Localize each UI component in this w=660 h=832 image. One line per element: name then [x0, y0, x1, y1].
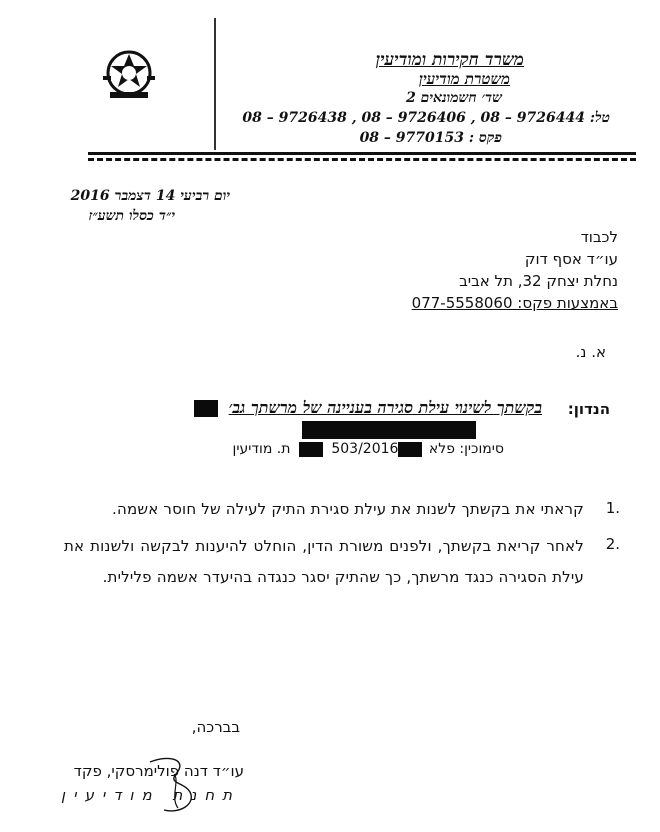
- reference-number: 503/2016: [331, 441, 399, 457]
- reference-prefix: סימוכין: פלא: [428, 441, 504, 457]
- station-address: שד׳ חשמונאים 2: [406, 90, 502, 106]
- reference-station: ת. מודיעין: [232, 441, 291, 457]
- signer-name-title: עו״ד דנה פולימרסקי, פקד: [73, 762, 244, 780]
- subject-line: [194, 398, 543, 418]
- org-name: משרד חקירות ומודיעין: [375, 50, 524, 70]
- redaction-bar: [302, 421, 476, 439]
- recipient-name: עו״ד אסף דוק: [524, 250, 618, 268]
- handwritten-signature: [140, 752, 210, 822]
- redaction-bar: [194, 400, 218, 417]
- subject-text: בקשתך לשינוי עילת סגירה בעניינה של מרשתך גב׳: [228, 398, 542, 417]
- letterhead-rule-thick: [88, 152, 636, 155]
- phone-numbers: טל: 9726444 – 08 , 9726406 – 08 , 9726438 – 08: [242, 110, 610, 126]
- date-gregorian: יום רביעי 14 דצמבר 2016: [70, 188, 230, 204]
- redaction-bar: [398, 442, 422, 457]
- recipient-address: נחלת יצחק 32, תל אביב: [459, 272, 618, 290]
- reference-line: [233, 441, 504, 457]
- letterhead-rule-dashed: [88, 158, 636, 161]
- list-item-number: 2.: [605, 535, 620, 553]
- closing: בברכה,: [191, 718, 240, 736]
- recipient-salutation: לכבוד: [580, 228, 618, 246]
- station-name: משטרת מודיעין: [419, 70, 510, 88]
- list-item-text: קראתי את בקשתך לשנות את עילת סגירת התיק לעילה של חוסר אשמה.: [112, 500, 584, 518]
- letterhead-divider: [214, 18, 216, 150]
- redaction-bar: [299, 442, 323, 457]
- recipient-fax: באמצעות פקס: 077-5558060: [411, 294, 618, 312]
- fax-number: פקס : 9770153 – 08: [359, 130, 502, 146]
- date-hebrew: י״ד כסלו תשע״ז: [88, 208, 175, 224]
- greeting: א. נ.: [575, 343, 606, 361]
- subject-label: הנדון:: [567, 400, 610, 418]
- signer-station: תחנת מודיעין: [61, 786, 240, 804]
- list-item-number: 1.: [605, 499, 620, 517]
- police-logo-emblem: [98, 46, 160, 104]
- list-item-text: לאחר קריאת בקשתך, ולפנים משורת הדין, הוחלט להיענות לבקשה ולשנות את עילת הסגירה כנגד מרשתך, כך שהתיק יסגר כנגדה בהיעדר אשמה פלילית.: [64, 537, 584, 586]
